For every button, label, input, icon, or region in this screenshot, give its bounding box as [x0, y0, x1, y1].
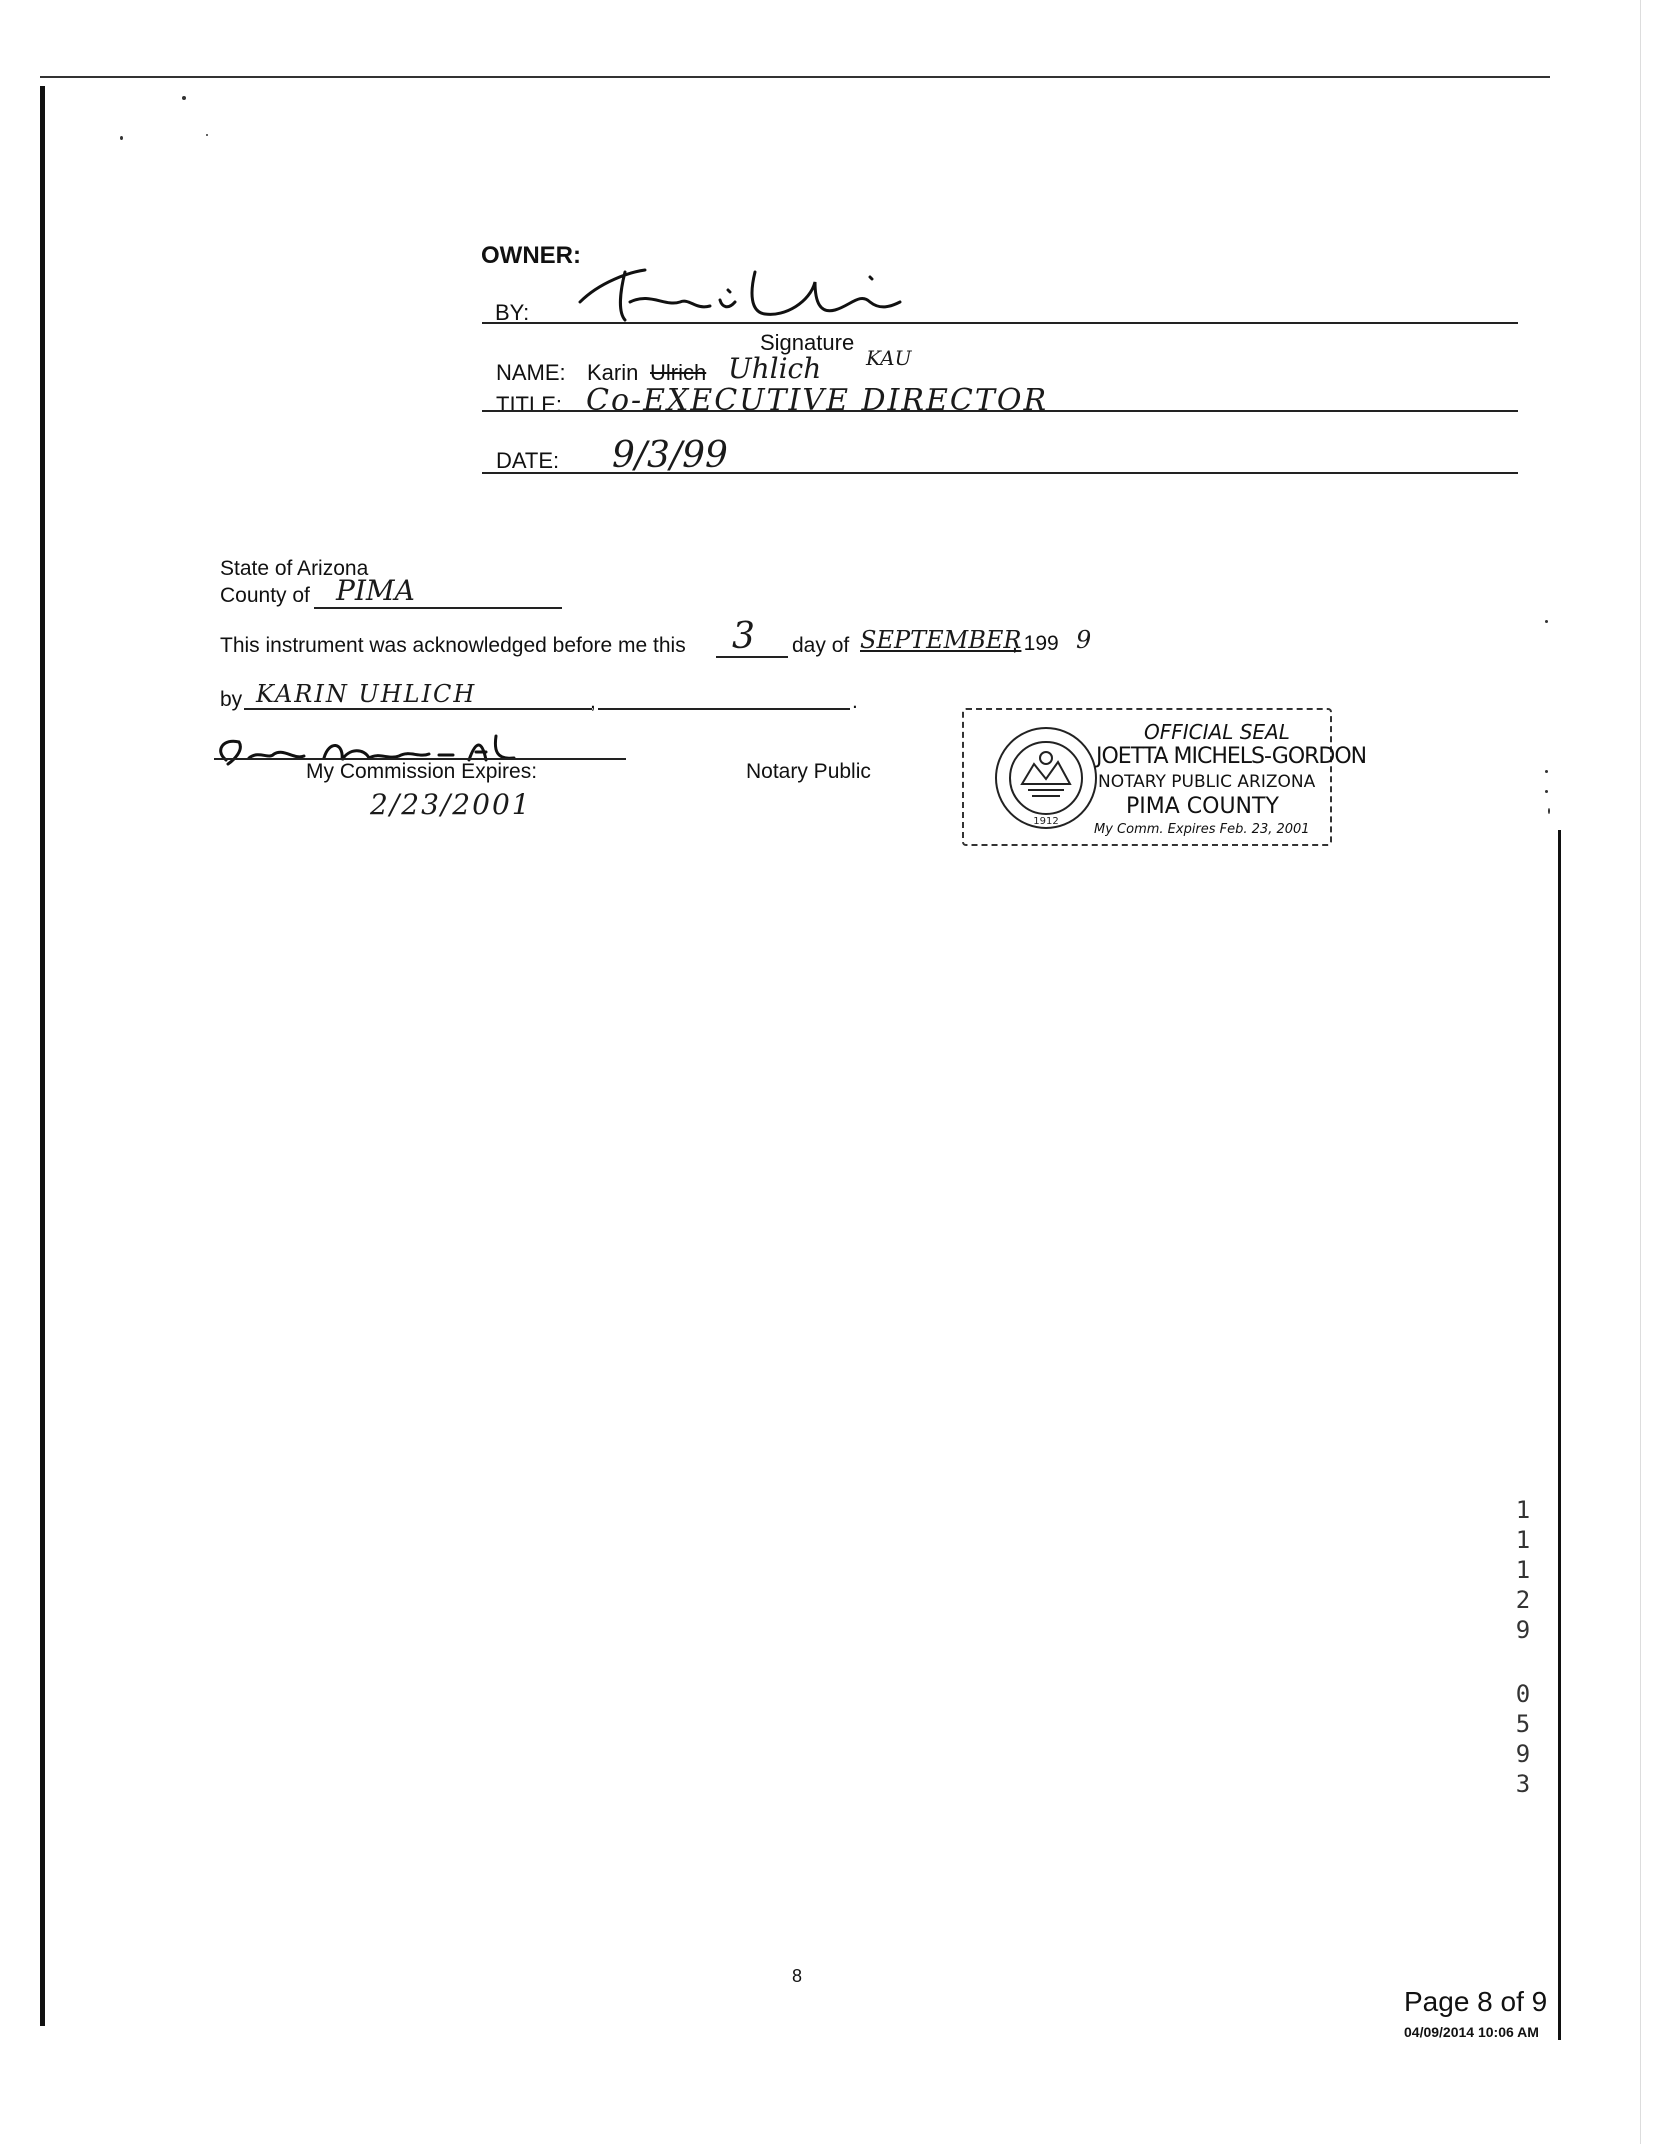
county-handwritten: PIMA: [336, 574, 415, 607]
ack-day-line: [716, 656, 788, 658]
page-right-edge: [1558, 830, 1561, 2040]
page-label: Page 8 of 9: [1404, 1986, 1548, 2017]
notary-public-label: Notary Public: [746, 760, 871, 783]
name-handwritten: Uhlich: [728, 352, 822, 385]
scan-border: [1640, 0, 1641, 2144]
by-notary-line-2: [598, 708, 850, 710]
date-label: DATE:: [496, 448, 560, 473]
scan-speck: [1545, 620, 1548, 623]
title-line: [482, 410, 1518, 412]
seal-line-2: JOETTA MICHELS-GORDON: [1096, 744, 1367, 769]
stamp-digit: 1: [1515, 1526, 1531, 1554]
page-top-edge: [40, 76, 1550, 78]
signature-caption: Signature: [760, 330, 855, 355]
by-signature-line: [482, 322, 1518, 324]
notary-seal: [962, 708, 1367, 846]
state-line: State of Arizona: [220, 557, 369, 580]
date-handwritten: 9/3/99: [612, 435, 728, 476]
state-seal-emblem: [992, 724, 1100, 832]
commission-handwritten: 2/23/2001: [370, 788, 532, 821]
by-notary-comma: ,: [590, 690, 596, 713]
ack-day-handwritten: 3: [732, 616, 755, 657]
date-line: [482, 472, 1518, 474]
page-left-edge: [40, 86, 45, 2026]
scan-speck: [1548, 808, 1550, 814]
page-number-center: 8: [792, 1966, 803, 1986]
ack-month-handwritten: SEPTEMBER: [860, 626, 1022, 654]
stamp-digit: 1: [1515, 1556, 1531, 1584]
name-printed: Karin: [587, 360, 639, 385]
ack-year-handwritten: 9: [1076, 626, 1092, 654]
commission-label: My Commission Expires:: [306, 760, 538, 783]
seal-line-5: My Comm. Expires Feb. 23, 2001: [1094, 822, 1310, 837]
name-struck: Ulrich: [650, 360, 707, 385]
stamp-digit: 5: [1515, 1710, 1531, 1738]
title-label: TITLE:: [496, 392, 563, 417]
ack-text-2: day of: [792, 634, 850, 657]
scan-speck: [206, 134, 208, 136]
by-notary-label: by: [220, 688, 243, 711]
owner-heading: OWNER:: [481, 242, 581, 269]
seal-year: 1912: [1033, 816, 1059, 827]
stamp-digit: 1: [1515, 1496, 1531, 1524]
county-line: [314, 607, 562, 609]
stamp-digit: 9: [1515, 1740, 1531, 1768]
stamp-digit: 9: [1515, 1616, 1531, 1644]
name-initials: KAU: [866, 346, 912, 370]
footer-timestamp: 04/09/2014 10:06 AM: [1404, 2024, 1539, 2040]
scan-speck: [182, 96, 186, 100]
by-notary-period: .: [852, 690, 858, 713]
stamp-digit: 2: [1515, 1586, 1531, 1614]
by-notary-line-1: [244, 708, 592, 710]
title-handwritten: Co-EXECUTIVE DIRECTOR: [586, 383, 1049, 418]
scan-speck: [1545, 770, 1548, 773]
by-label: BY:: [495, 300, 530, 325]
scan-speck: [1545, 790, 1548, 793]
name-label: NAME:: [496, 360, 566, 385]
stamp-digit: 0: [1515, 1680, 1531, 1708]
by-notary-handwritten: KARIN UHLICH: [256, 680, 477, 708]
seal-line-4: PIMA COUNTY: [1126, 794, 1279, 819]
stamp-digit: 3: [1515, 1770, 1531, 1798]
ack-text-1: This instrument was acknowledged before me this: [220, 634, 686, 657]
scan-speck: [120, 136, 123, 140]
ack-year-printed: , 199: [1012, 632, 1059, 655]
seal-line-3: NOTARY PUBLIC ARIZONA: [1098, 772, 1316, 792]
county-label: County of: [220, 584, 310, 607]
seal-line-1: OFFICIAL SEAL: [1144, 720, 1290, 744]
